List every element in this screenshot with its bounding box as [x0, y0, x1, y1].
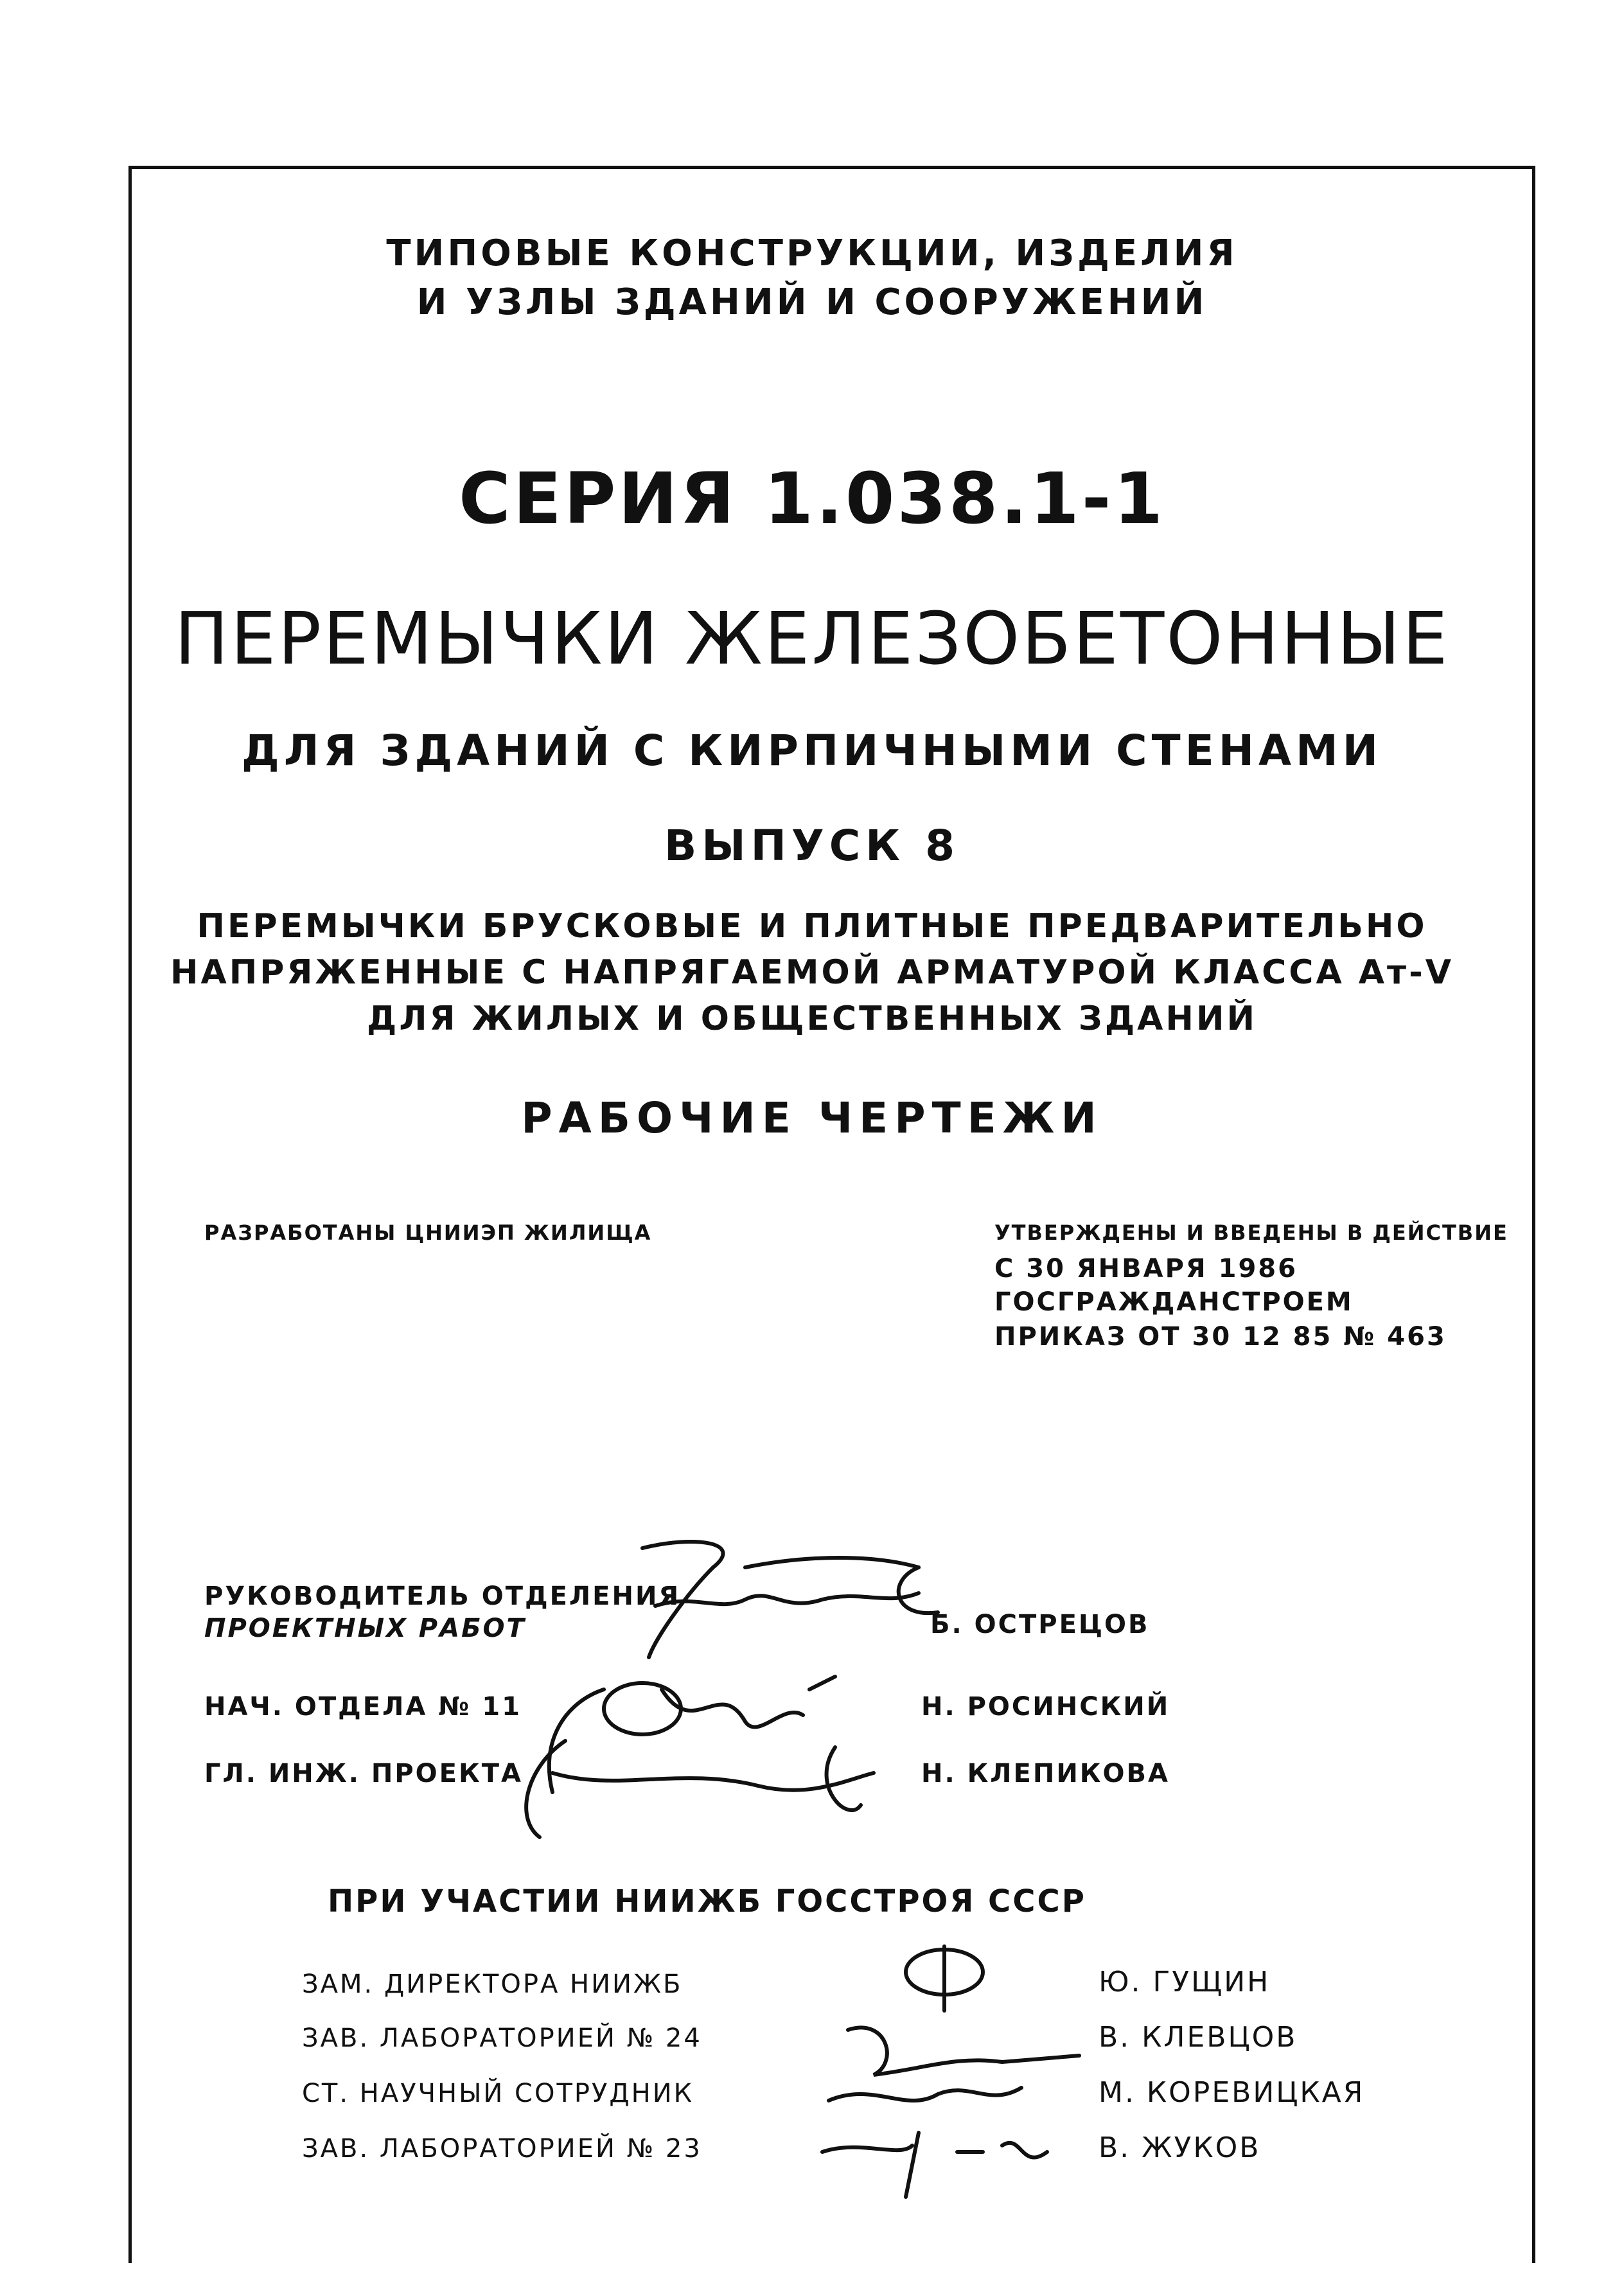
signatory-role-1b: ПРОЕКТНЫХ РАБОТ — [204, 1614, 526, 1643]
approval-line-3: ГОСГРАЖДАНСТРОЕМ — [994, 1287, 1354, 1317]
signatory-name-2: Н. РОСИНСКИЙ — [921, 1692, 1170, 1722]
signatory-name-1: Б. ОСТРЕЦОВ — [930, 1610, 1150, 1639]
participant-name-3: М. КОРЕВИЦКАЯ — [1099, 2076, 1365, 2109]
participant-role-4: ЗАВ. ЛАБОРАТОРИЕЙ № 23 — [302, 2134, 702, 2164]
signature-klepikova — [488, 1728, 899, 1844]
description-line-2: НАПРЯЖЕННЫЕ С НАПРЯГАЕМОЙ АРМАТУРОЙ КЛАССА Ат-V — [170, 953, 1454, 992]
participant-role-1: ЗАМ. ДИРЕКТОРА НИИЖБ — [302, 1970, 683, 1999]
approval-line-1: УТВЕРЖДЕНЫ И ВВЕДЕНЫ В ДЕЙСТВИЕ — [994, 1221, 1508, 1245]
participant-name-4: В. ЖУКОВ — [1099, 2131, 1261, 2164]
signatory-name-3: Н. КЛЕПИКОВА — [921, 1759, 1170, 1788]
participant-name-1: Ю. ГУЩИН — [1099, 1966, 1271, 1998]
signatory-role-1a: РУКОВОДИТЕЛЬ ОТДЕЛЕНИЯ — [204, 1582, 681, 1611]
signature-ostretsov — [617, 1529, 964, 1664]
issue-number: ВЫПУСК 8 — [664, 821, 960, 870]
developer-note: РАЗРАБОТАНЫ ЦНИИЭП ЖИЛИЩА — [204, 1221, 652, 1245]
participant-role-2: ЗАВ. ЛАБОРАТОРИЕЙ № 24 — [302, 2023, 702, 2053]
description-line-3: ДЛЯ ЖИЛЫХ И ОБЩЕСТВЕННЫХ ЗДАНИЙ — [367, 1000, 1257, 1038]
header-line-2: И УЗЛЫ ЗДАНИЙ И СООРУЖЕНИЙ — [416, 281, 1208, 323]
participant-signatures — [809, 1940, 1105, 2210]
document-title: ПЕРЕМЫЧКИ ЖЕЛЕЗОБЕТОННЫЕ — [174, 597, 1450, 681]
approval-line-4: ПРИКАЗ ОТ 30 12 85 № 463 — [994, 1322, 1447, 1352]
participation-note: ПРИ УЧАСТИИ НИИЖБ ГОССТРОЯ СССР — [328, 1883, 1086, 1919]
work-drawings-title: РАБОЧИЕ ЧЕРТЕЖИ — [521, 1093, 1103, 1143]
participant-name-2: В. КЛЕВЦОВ — [1099, 2021, 1298, 2054]
document-subtitle: ДЛЯ ЗДАНИЙ С КИРПИЧНЫМИ СТЕНАМИ — [242, 726, 1382, 775]
participant-role-3: СТ. НАУЧНЫЙ СОТРУДНИК — [302, 2079, 694, 2108]
signatory-role-2: НАЧ. ОТДЕЛА № 11 — [204, 1692, 522, 1722]
series-number: СЕРИЯ 1.038.1-1 — [458, 457, 1165, 540]
signatory-role-3: ГЛ. ИНЖ. ПРОЕКТА — [204, 1759, 523, 1788]
header-line-1: ТИПОВЫЕ КОНСТРУКЦИИ, ИЗДЕЛИЯ — [386, 233, 1238, 274]
approval-line-2: С 30 ЯНВАРЯ 1986 — [994, 1254, 1298, 1283]
description-line-1: ПЕРЕМЫЧКИ БРУСКОВЫЕ И ПЛИТНЫЕ ПРЕДВАРИТЕЛЬНО — [197, 907, 1427, 946]
